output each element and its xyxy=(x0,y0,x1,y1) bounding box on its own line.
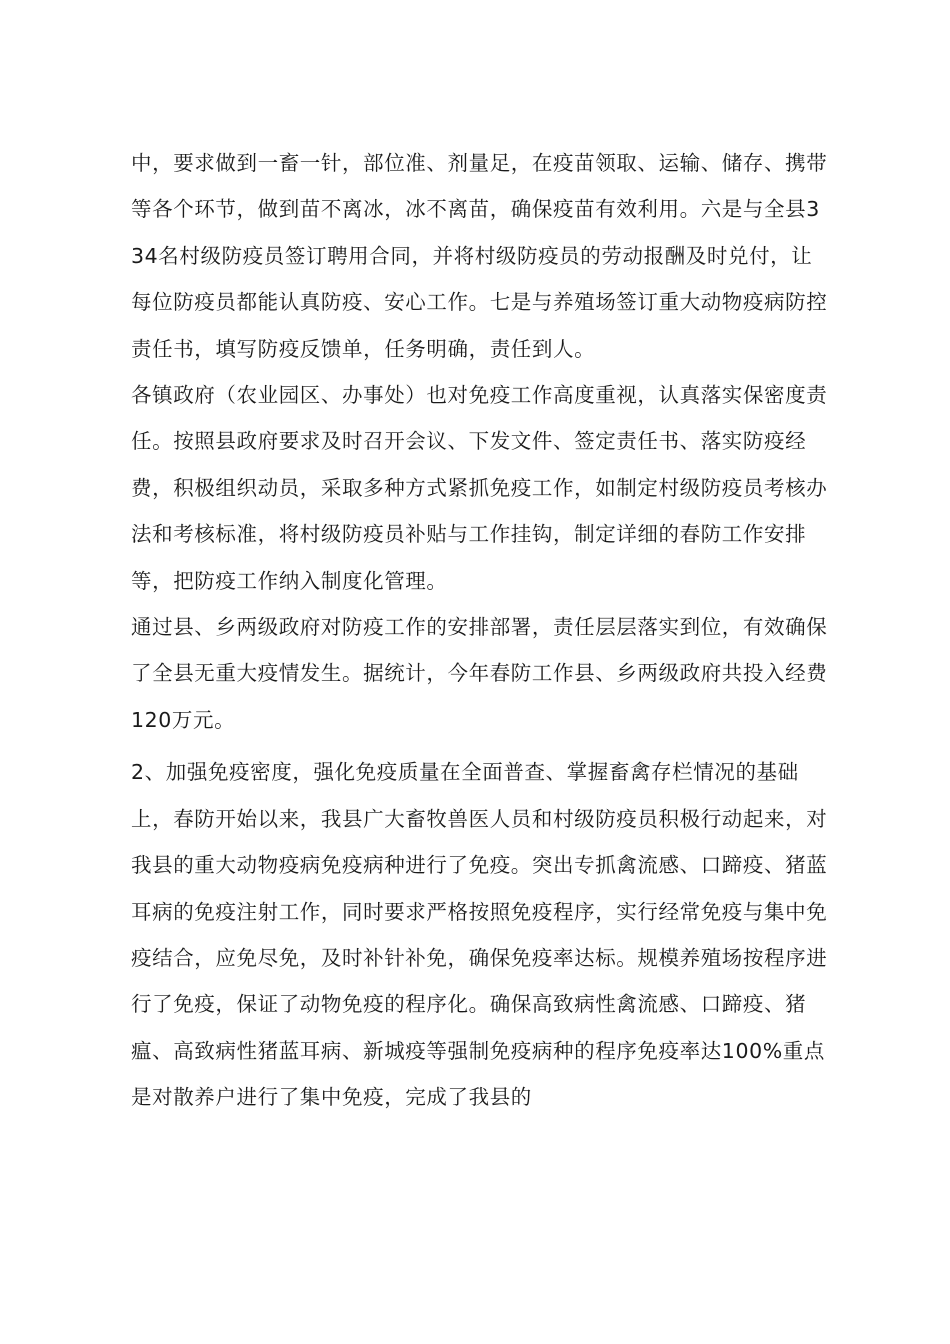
paragraph-1: 中，要求做到一畜一针，部位准、剂量足，在疫苗领取、运输、储存、携带等各个环节，做到苗不离冰，冰不离苗，确保疫苗有效利用。六是与全县334名村级防疫员签订聘用合同，并将村级防疫员的劳动报酬及时兑付，让每位防疫员都能认真防疫、安心工作。七是与养殖场签订重大动物疫病防控责任书，填写防疫反馈单，任务明确，责任到人。 xyxy=(131,151,828,361)
paragraph-4: 2、加强免疫密度，强化免疫质量在全面普查、掌握畜禽存栏情况的基础上，春防开始以来，我县广大畜牧兽医人员和村级防疫员积极行动起来，对我县的重大动物疫病免疫病种进行了免疫。突出专抓禽流感、口蹄疫、猪蓝耳病的免疫注射工作，同时要求严格按照免疫程序，实行经常免疫与集中免疫结合，应免尽免，及时补针补免，确保免疫率达标。规模养殖场按程序进行了免疫，保证了动物免疫的程序化。确保高致病性禽流感、口蹄疫、猪瘟、高致病性猪蓝耳病、新城疫等强制免疫病种的程序免疫率达100%重点是对散养户进行了集中免疫，完成了我县的 xyxy=(131,760,828,1110)
document-body xyxy=(131,140,831,1121)
paragraph-2: 各镇政府（农业园区、办事处）也对免疫工作高度重视，认真落实保密度责任。按照县政府要求及时召开会议、下发文件、签定责任书、落实防疫经费，积极组织动员，采取多种方式紧抓免疫工作，如制定村级防疫员考核办法和考核标准，将村级防疫员补贴与工作挂钩，制定详细的春防工作安排等，把防疫工作纳入制度化管理。 xyxy=(131,383,828,593)
paragraph-3: 通过县、乡两级政府对防疫工作的安排部署，责任层层落实到位，有效确保了全县无重大疫情发生。据统计，今年春防工作县、乡两级政府共投入经费120万元。 xyxy=(131,615,828,732)
